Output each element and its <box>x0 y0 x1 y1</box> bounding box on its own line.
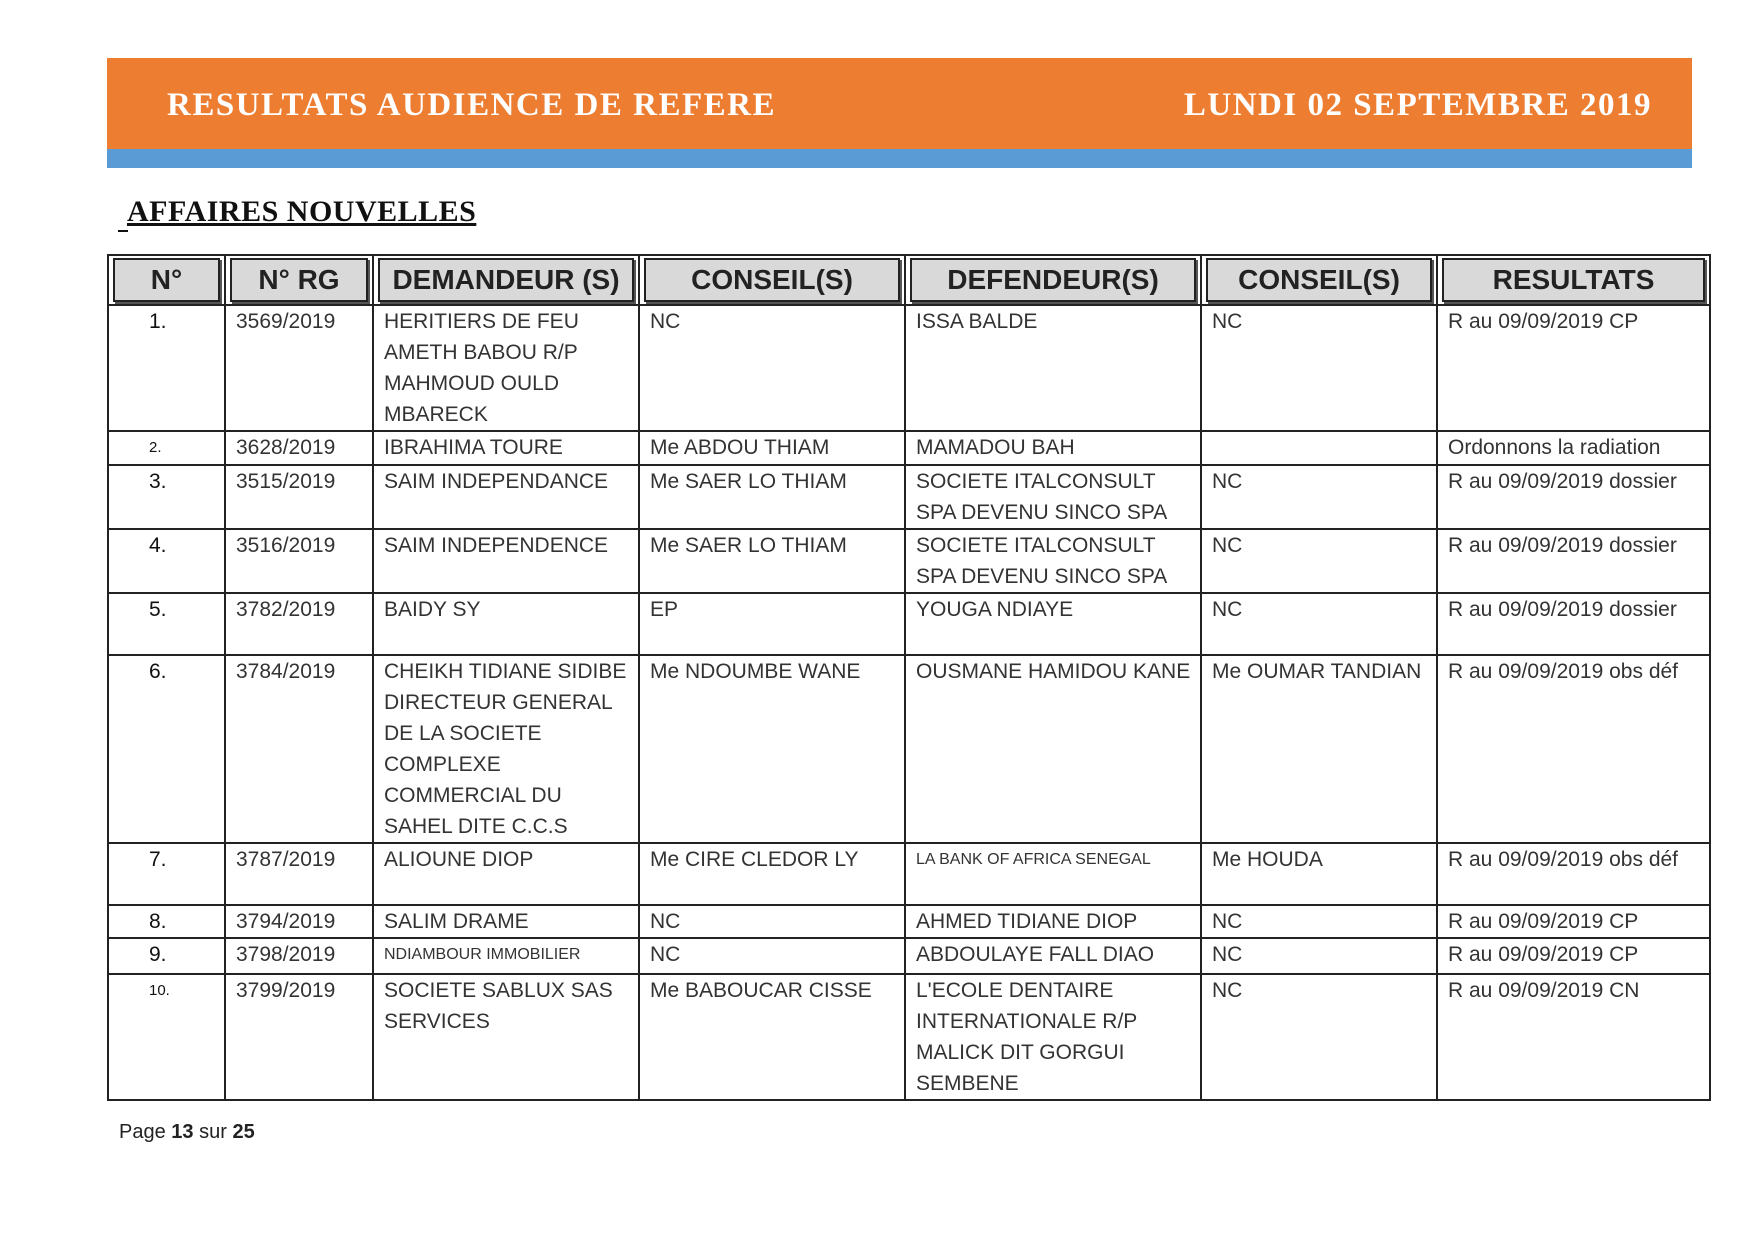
row-defendeur: AHMED TIDIANE DIOP <box>905 905 1201 938</box>
row-rg: 3799/2019 <box>225 974 373 1100</box>
row-resultat: R au 09/09/2019 CP <box>1437 305 1710 431</box>
row-demandeur: BAIDY SY <box>373 593 639 655</box>
section-title-underline <box>118 230 128 232</box>
row-rg: 3569/2019 <box>225 305 373 431</box>
row-number: 2. <box>108 431 225 465</box>
footer-total-pages: 25 <box>232 1121 255 1143</box>
row-rg: 3794/2019 <box>225 905 373 938</box>
col-header-number: N° <box>108 255 225 305</box>
header-banner <box>107 58 1692 149</box>
row-number: 4. <box>108 529 225 593</box>
row-conseil-demandeur: Me SAER LO THIAM <box>639 529 905 593</box>
row-resultat: R au 09/09/2019 dossier <box>1437 465 1710 529</box>
row-defendeur: SOCIETE ITALCONSULT SPA DEVENU SINCO SPA <box>905 529 1201 593</box>
row-conseil-demandeur: EP <box>639 593 905 655</box>
row-number: 1. <box>108 305 225 431</box>
row-resultat: R au 09/09/2019 dossier <box>1437 593 1710 655</box>
row-defendeur: OUSMANE HAMIDOU KANE <box>905 655 1201 843</box>
table-row <box>108 431 1710 465</box>
row-conseil-defendeur: NC <box>1201 465 1437 529</box>
row-conseil-demandeur: Me CIRE CLEDOR LY <box>639 843 905 905</box>
page-footer <box>119 1121 255 1144</box>
row-number: 10. <box>108 974 225 1100</box>
section-title: AFFAIRES NOUVELLES <box>127 195 477 228</box>
row-rg: 3787/2019 <box>225 843 373 905</box>
row-conseil-defendeur: NC <box>1201 593 1437 655</box>
row-demandeur: HERITIERS DE FEU AMETH BABOU R/P MAHMOUD OULD MBARECK <box>373 305 639 431</box>
row-conseil-demandeur: Me NDOUMBE WANE <box>639 655 905 843</box>
row-number: 5. <box>108 593 225 655</box>
col-header-resultats: RESULTATS <box>1437 255 1710 305</box>
col-header-conseil-defendeur: CONSEIL(S) <box>1201 255 1437 305</box>
table-row <box>108 305 1710 431</box>
row-conseil-demandeur: Me ABDOU THIAM <box>639 431 905 465</box>
table-row <box>108 905 1710 938</box>
row-resultat: R au 09/09/2019 obs déf <box>1437 843 1710 905</box>
footer-current-page: 13 <box>171 1121 194 1143</box>
row-defendeur: L'ECOLE DENTAIRE INTERNATIONALE R/P MALICK DIT GORGUI SEMBENE <box>905 974 1201 1100</box>
col-header-conseil-demandeur: CONSEIL(S) <box>639 255 905 305</box>
row-conseil-defendeur: Me HOUDA <box>1201 843 1437 905</box>
row-demandeur: SOCIETE SABLUX SAS SERVICES <box>373 974 639 1100</box>
row-number: 3. <box>108 465 225 529</box>
row-resultat: R au 09/09/2019 dossier <box>1437 529 1710 593</box>
table-row <box>108 974 1710 1100</box>
row-defendeur: ABDOULAYE FALL DIAO <box>905 938 1201 974</box>
row-resultat: Ordonnons la radiation <box>1437 431 1710 465</box>
header-title: RESULTATS AUDIENCE DE REFERE <box>167 87 776 123</box>
row-demandeur: NDIAMBOUR IMMOBILIER <box>373 938 639 974</box>
row-defendeur: LA BANK OF AFRICA SENEGAL <box>905 843 1201 905</box>
row-demandeur: IBRAHIMA TOURE <box>373 431 639 465</box>
row-resultat: R au 09/09/2019 CP <box>1437 938 1710 974</box>
header-stripe <box>107 149 1692 168</box>
table-row <box>108 843 1710 905</box>
table-row <box>108 465 1710 529</box>
row-conseil-defendeur: Me OUMAR TANDIAN <box>1201 655 1437 843</box>
row-conseil-defendeur <box>1201 431 1437 465</box>
col-header-demandeur: DEMANDEUR (S) <box>373 255 639 305</box>
row-number: 6. <box>108 655 225 843</box>
row-rg: 3798/2019 <box>225 938 373 974</box>
row-number: 8. <box>108 905 225 938</box>
row-rg: 3782/2019 <box>225 593 373 655</box>
row-defendeur: ISSA BALDE <box>905 305 1201 431</box>
table-row <box>108 938 1710 974</box>
row-demandeur: ALIOUNE DIOP <box>373 843 639 905</box>
row-resultat: R au 09/09/2019 CP <box>1437 905 1710 938</box>
row-conseil-defendeur: NC <box>1201 905 1437 938</box>
row-conseil-demandeur: NC <box>639 305 905 431</box>
row-defendeur: MAMADOU BAH <box>905 431 1201 465</box>
row-demandeur: CHEIKH TIDIANE SIDIBE DIRECTEUR GENERAL DE LA SOCIETE COMPLEXE COMMERCIAL DU SAHEL DITE C.C.S <box>373 655 639 843</box>
row-defendeur: SOCIETE ITALCONSULT SPA DEVENU SINCO SPA <box>905 465 1201 529</box>
header-date: LUNDI 02 SEPTEMBRE 2019 <box>1183 87 1652 123</box>
row-conseil-demandeur: Me SAER LO THIAM <box>639 465 905 529</box>
row-conseil-defendeur: NC <box>1201 529 1437 593</box>
col-header-rg: N° RG <box>225 255 373 305</box>
row-conseil-defendeur: NC <box>1201 305 1437 431</box>
row-conseil-demandeur: NC <box>639 938 905 974</box>
table-header-row <box>108 255 1710 305</box>
table-row <box>108 593 1710 655</box>
table-row <box>108 529 1710 593</box>
row-demandeur: SALIM DRAME <box>373 905 639 938</box>
row-rg: 3784/2019 <box>225 655 373 843</box>
row-rg: 3516/2019 <box>225 529 373 593</box>
col-header-defendeur: DEFENDEUR(S) <box>905 255 1201 305</box>
row-conseil-demandeur: NC <box>639 905 905 938</box>
table-row <box>108 655 1710 843</box>
row-demandeur: SAIM INDEPENDANCE <box>373 465 639 529</box>
row-resultat: R au 09/09/2019 obs déf <box>1437 655 1710 843</box>
row-conseil-defendeur: NC <box>1201 974 1437 1100</box>
footer-prefix: Page <box>119 1121 166 1143</box>
row-rg: 3515/2019 <box>225 465 373 529</box>
row-demandeur: SAIM INDEPENDENCE <box>373 529 639 593</box>
row-defendeur: YOUGA NDIAYE <box>905 593 1201 655</box>
row-conseil-defendeur: NC <box>1201 938 1437 974</box>
row-resultat: R au 09/09/2019 CN <box>1437 974 1710 1100</box>
results-table <box>107 254 1711 1101</box>
row-rg: 3628/2019 <box>225 431 373 465</box>
row-conseil-demandeur: Me BABOUCAR CISSE <box>639 974 905 1100</box>
row-number: 9. <box>108 938 225 974</box>
row-number: 7. <box>108 843 225 905</box>
footer-separator: sur <box>199 1121 227 1143</box>
